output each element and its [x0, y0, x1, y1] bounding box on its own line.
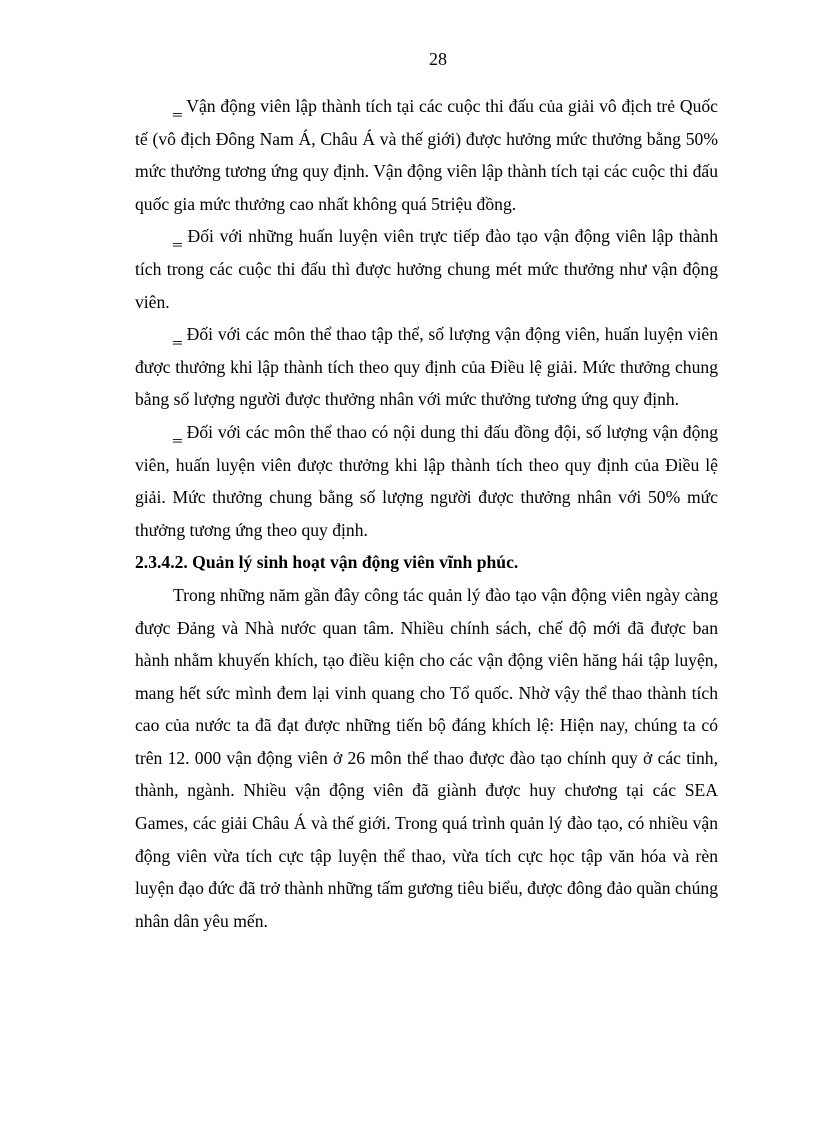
paragraph-coach-reward: ‗ Đối với những huấn luyện viên trực tiếp đào tạo vận động viên lập thành tích trong các cuộc thi đấu thì được hưởng chung mét mức thưởng như vận động viên. [135, 226, 718, 312]
paragraph-doubles-sports-reward: ‗ Đối với các môn thể thao có nội dung thi đấu đồng đội, số lượng vận động viên, huấn luyện viên được thưởng khi lập thành tích theo quy định của Điều lệ giải. Mức thưởng chung bằng số lượng người được thưởng nhân với 50% mức thưởng tương ứng theo quy định. [135, 421, 718, 540]
page-number: 28 [429, 49, 447, 69]
section-heading: 2.3.4.2. Quản lý sinh hoạt vận động viên vĩnh phúc. [135, 552, 519, 573]
section-body-paragraph: Trong những năm gần đây công tác quản lý đào tạo vận động viên ngày càng được Đảng và Nhà nước quan tâm. Nhiều chính sách, chế độ mới đã được ban hành nhằm khuyến khích, tạo điều kiện cho các vận động viên hăng hái tập luyện, mang hết sức mình đem lại vinh quang cho Tổ quốc. Nhờ vậy thể thao thành tích cao của nước ta đã đạt được những tiến bộ đáng khích lệ: Hiện nay, chúng ta có trên 12. 000 vận động viên ở 26 môn thể thao được đào tạo chính quy ở các tỉnh, thành, ngành. Nhiều vận động viên đã giành được huy chương tại các SEA Games, các giải Châu Á và thế giới. Trong quá trình quản lý đào tạo, có nhiều vận động viên vừa tích cực tập luyện thể thao, vừa tích cực học tập văn hóa và rèn luyện đạo đức đã trở thành những tấm gương tiêu biểu, được đông đảo quần chúng nhân dân yêu mến. [135, 584, 718, 931]
paragraph-athlete-reward: ‗ Vận động viên lập thành tích tại các cuộc thi đấu của giải vô địch trẻ Quốc tế (vô địch Đông Nam Á, Châu Á và thế giới) được hưởng mức thưởng bằng 50% mức thưởng tương ứng quy định. Vận động viên lập thành tích tại các cuộc thi đấu quốc gia mức thưởng cao nhất không quá 5triệu đồng. [135, 96, 718, 214]
document-body [135, 90, 718, 937]
paragraph-team-sports-reward: ‗ Đối với các môn thể thao tập thể, số lượng vận động viên, huấn luyện viên được thưởng khi lập thành tích theo quy định của Điều lệ giải. Mức thưởng chung bằng số lượng người được thưởng nhân với mức thưởng tương ứng quy định. [135, 324, 718, 410]
